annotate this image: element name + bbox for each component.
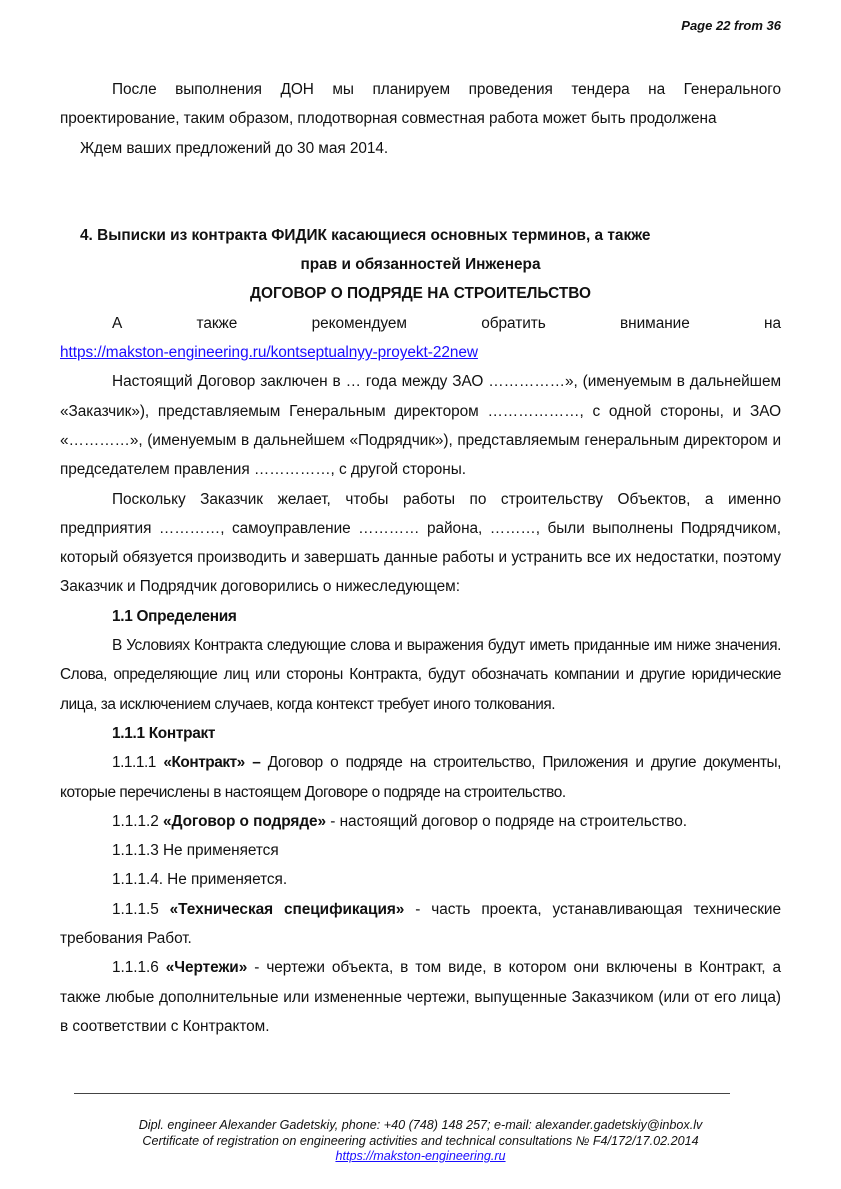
item-term: «Контракт» – — [163, 754, 261, 772]
item-number: 1.1.1.6 — [112, 959, 166, 977]
footer-certificate: Certificate of registration on engineering activities and technical consultations № F4/172/17.02.2014 — [142, 1133, 699, 1148]
item-text: - часть проекта, устанавливающая технические требования Работ. — [60, 900, 781, 948]
item-term: «Чертежи» — [165, 959, 248, 977]
item-number: 1.1.1.1 — [112, 754, 164, 772]
item-term: «Договор о подряде» — [162, 812, 327, 830]
section-heading-line1: 4. Выписки из контракта ФИДИК касающиеся основных терминов, а также — [80, 226, 651, 244]
definition-item — [60, 953, 781, 1041]
recommend-text: А также рекомендуем обратить внимание на — [112, 314, 781, 332]
contract-title: ДОГОВОР О ПОДРЯДЕ НА СТРОИТЕЛЬСТВО — [250, 285, 591, 303]
page-number: Page 22 from 36 — [681, 18, 781, 33]
footer-contact: Dipl. engineer Alexander Gadetskiy, phone: +40 (748) 148 257; e-mail: alexander.gadetskiy@inbox.lv — [138, 1118, 703, 1132]
item-number: 1.1.1.3 Не применяется — [112, 842, 279, 860]
purpose-paragraph: Поскольку Заказчик желает, чтобы работы по строительству Объектов, а именно предприятия …………, самоуправление ………… района, ………, были выполнены Подрядчиком, который обязуется производить и завершать данные работы и устранить все их недостатки, поэтому Заказчик и Подрядчик договорились о нижеследующем: — [60, 490, 781, 596]
definitions-paragraph: В Условиях Контракта следующие слова и выражения будут иметь приданные им ниже значения. Слова, определяющие лиц или стороны Контракта, будут обозначать компании и другие юридические лица, за исключением случаев, когда контекст требует иного толкования. — [60, 637, 781, 713]
item-term: «Техническая спецификация» — [169, 900, 405, 918]
footer-website-link[interactable]: https://makston-engineering.ru — [335, 1149, 506, 1163]
definition-item — [60, 807, 781, 836]
footer — [60, 1118, 781, 1165]
footer-divider — [74, 1093, 730, 1094]
deadline-paragraph: Ждем ваших предложений до 30 мая 2014. — [80, 139, 389, 157]
subsection-contract: 1.1.1 Контракт — [112, 724, 216, 742]
contract-parties-paragraph: Настоящий Договор заключен в … года между ЗАО ……………», (именуемым в дальнейшем «Заказчик»), представляемым Генеральным директором ………………, с одной стороны, и ЗАО «…………», (именуемым в дальнейшем «Подрядчик»), представляемым генеральным директором и председателем правления ……………, с другой стороны. — [60, 373, 781, 479]
recommend-link[interactable]: https://makston-engineering.ru/kontseptualnyy-proyekt-22new — [60, 344, 478, 362]
item-number: 1.1.1.5 — [112, 900, 170, 918]
definition-item — [60, 748, 781, 807]
recommend-paragraph — [60, 309, 781, 368]
definition-item — [60, 836, 781, 865]
item-text: - чертежи объекта, в том виде, в котором они включены в Контракт, а также любые дополнительные или измененные чертежи, выпущенные Заказчиком (или от его лица) в соответствии с Контрактом. — [60, 959, 781, 1035]
document-body — [60, 75, 781, 1041]
intro-paragraph: После выполнения ДОН мы планируем проведения тендера на Генерального проектирование, таким образом, плодотворная совместная работа может быть продолжена — [60, 81, 781, 128]
spacer — [60, 163, 781, 221]
definition-item — [60, 865, 781, 894]
item-text: - настоящий договор о подряде на строительство. — [326, 812, 687, 830]
definition-item — [60, 895, 781, 954]
item-text: Договор о подряде на строительство, Приложения и другие документы, которые перечислены в настоящем Договоре о подряде на строительство. — [60, 754, 781, 801]
subsection-definitions: 1.1 Определения — [112, 607, 237, 625]
item-number: 1.1.1.2 — [112, 812, 163, 830]
item-number: 1.1.1.4. Не применяется. — [112, 871, 288, 889]
section-heading-line2: прав и обязанностей Инженера — [300, 256, 541, 274]
